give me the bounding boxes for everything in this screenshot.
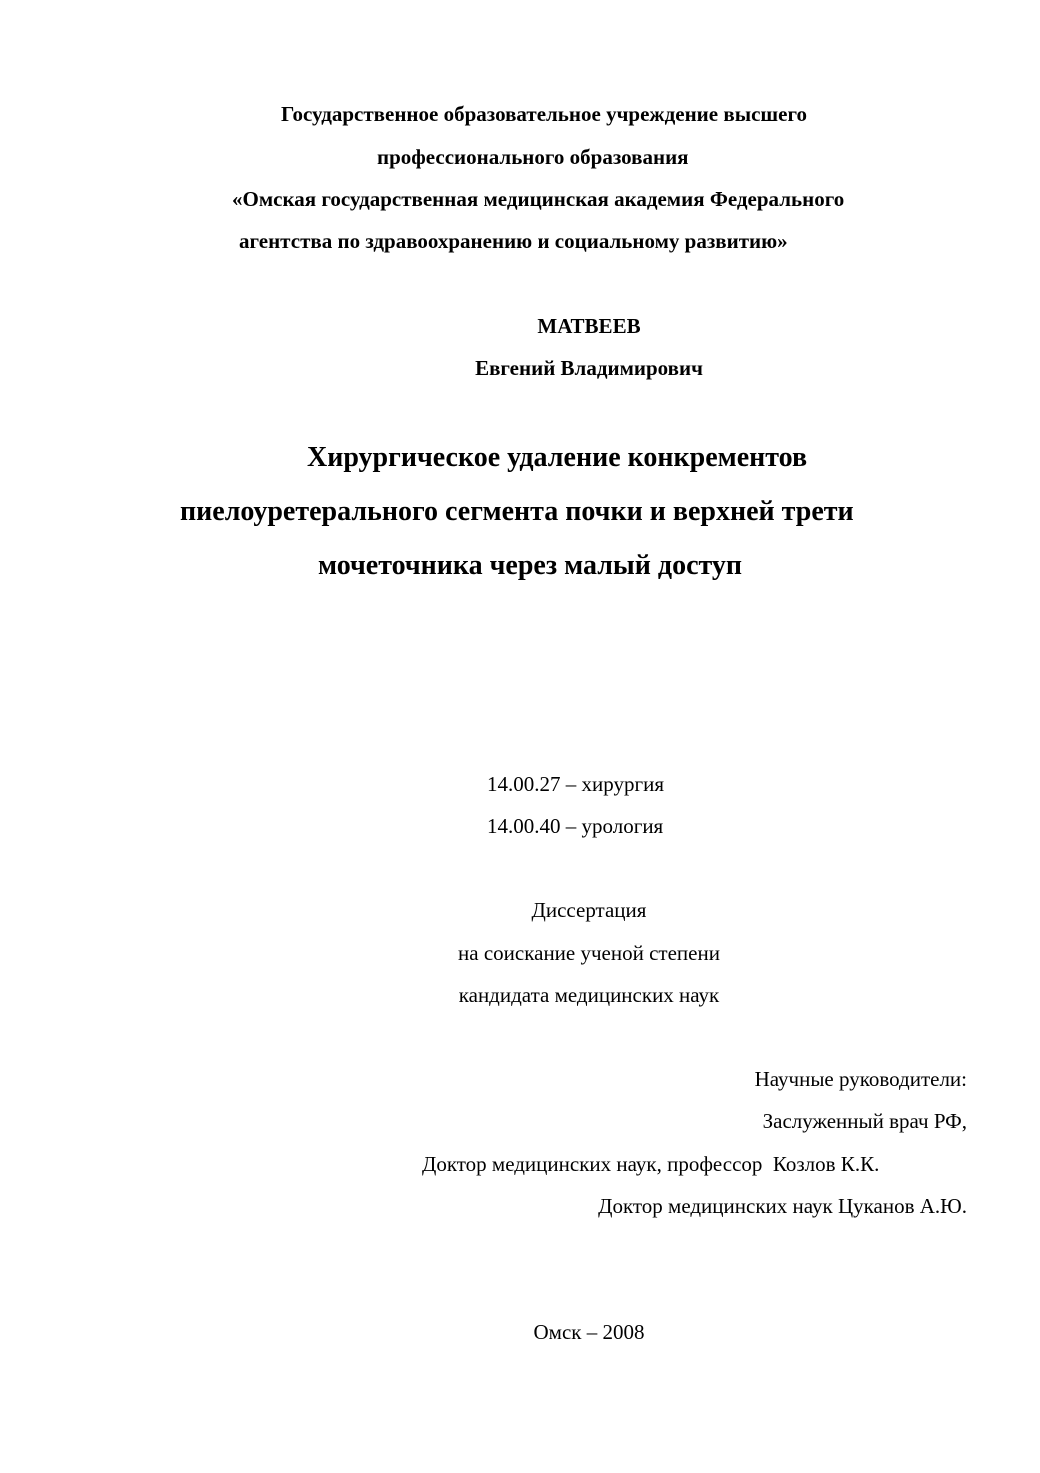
author-surname: МАТВЕЕВ — [537, 314, 641, 338]
institution-line-2: профессионального образования — [377, 145, 689, 169]
institution-line-3: «Омская государственная медицинская академия Федерального — [232, 187, 845, 211]
degree-line-3: кандидата медицинских наук — [458, 983, 720, 1007]
specialty-surgery: 14.00.27 – хирургия — [487, 772, 664, 796]
institution-line-1: Государственное образовательное учреждение высшего — [281, 102, 807, 126]
author-given-names: Евгений Владимирович — [475, 356, 703, 380]
supervisor-honor: Заслуженный врач РФ, — [762, 1109, 967, 1133]
institution-line-4: агентства по здравоохранению и социальному развитию» — [239, 229, 788, 253]
degree-line-2: на соискание ученой степени — [458, 941, 720, 965]
specialty-urology: 14.00.40 – урология — [487, 814, 664, 838]
supervisor-kozlov: Доктор медицинских наук, профессор Козлов К.К. — [422, 1152, 880, 1176]
degree-line-1: Диссертация — [531, 898, 647, 922]
title-line-1: Хирургическое удаление конкрементов — [307, 442, 808, 473]
supervisor-tsukanov: Доктор медицинских наук Цуканов А.Ю. — [598, 1194, 967, 1218]
title-line-3: мочеточника через малый доступ — [318, 550, 743, 581]
supervisors-heading: Научные руководители: — [754, 1067, 967, 1091]
place-year: Омск – 2008 — [533, 1320, 645, 1344]
title-line-2: пиелоуретерального сегмента почки и верхней трети — [180, 496, 854, 527]
